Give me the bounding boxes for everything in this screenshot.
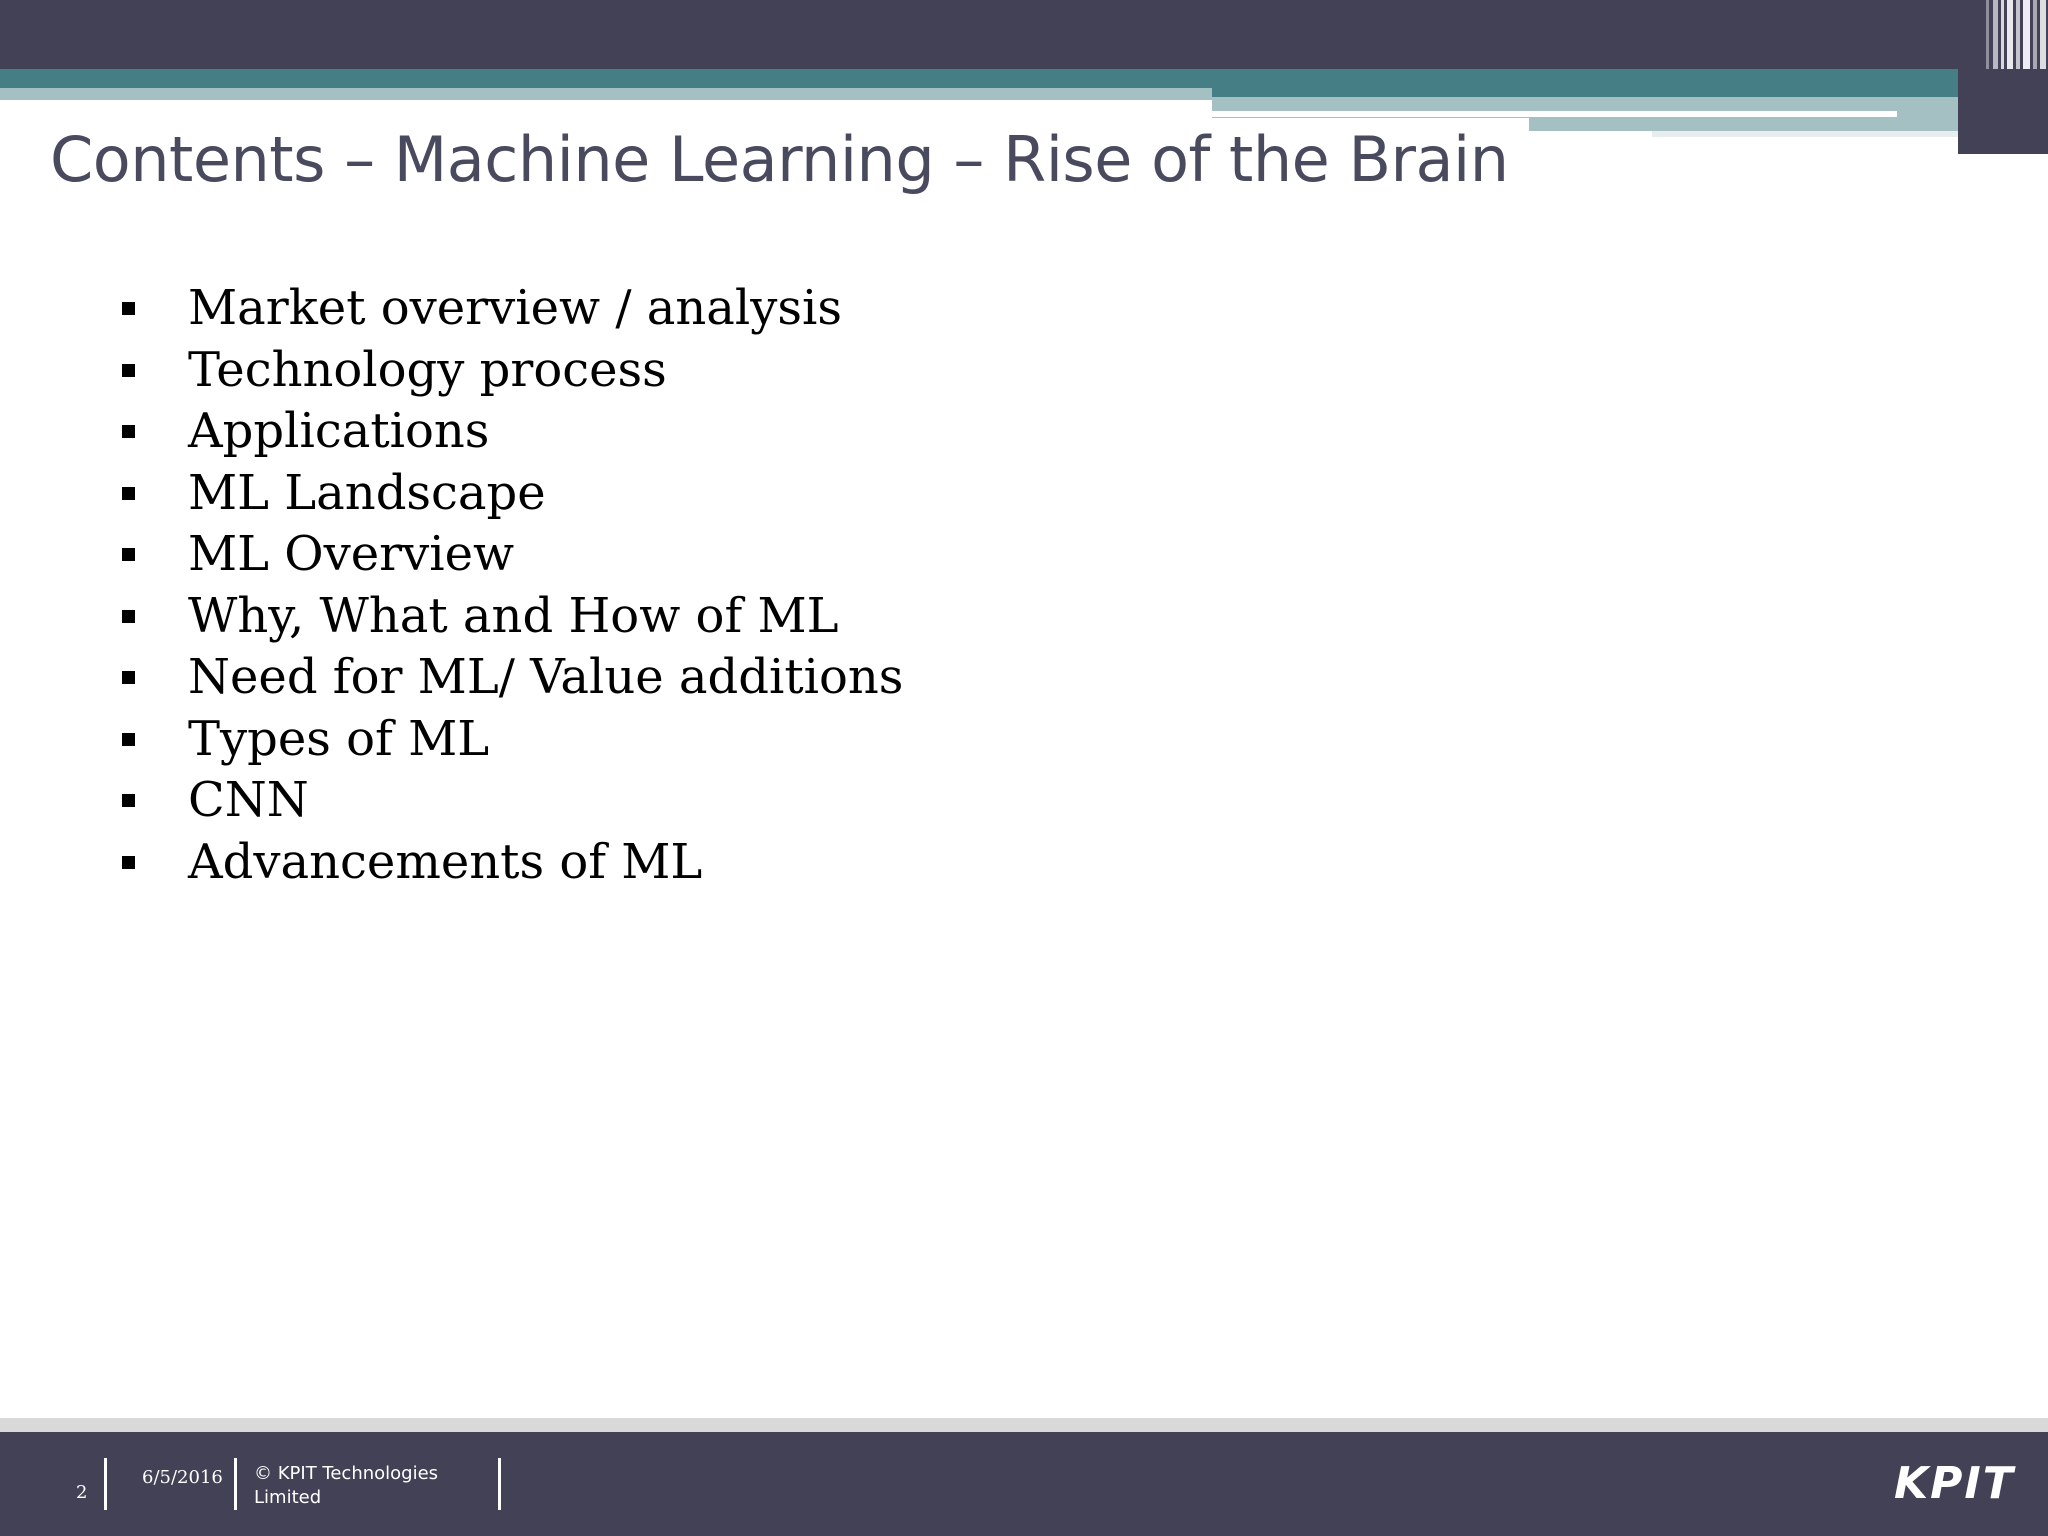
list-item [120, 647, 903, 709]
square-bullet-icon [122, 733, 135, 746]
barcode-decoration [1986, 0, 2048, 69]
list-item [120, 832, 903, 894]
footer-gray-stripe [0, 1418, 2048, 1432]
list-item-text: Types of ML [188, 710, 490, 767]
list-item [120, 524, 903, 586]
list-item-text: CNN [188, 772, 309, 828]
square-bullet-icon [122, 671, 135, 684]
list-item [120, 586, 903, 648]
list-item-text: Market overview / analysis [188, 280, 842, 336]
header-white-strip [0, 100, 1212, 108]
list-item-text: Need for ML/ Value additions [188, 649, 904, 705]
header-corner-block [1958, 69, 2048, 154]
square-bullet-icon [122, 856, 135, 869]
header-band [0, 0, 2048, 69]
list-item [120, 770, 903, 832]
page-number: 2 [76, 1482, 88, 1503]
footer-copyright: © KPIT Technologies Limited [254, 1463, 439, 1508]
list-item [120, 463, 903, 525]
list-item [120, 340, 903, 402]
header-light-stripe [0, 88, 1212, 100]
square-bullet-icon [122, 364, 135, 377]
list-item-text: ML Landscape [188, 464, 546, 521]
square-bullet-icon [122, 425, 135, 438]
footer-divider [104, 1458, 107, 1510]
square-bullet-icon [122, 487, 135, 500]
header-step-line [1212, 111, 1897, 117]
list-item-text: Why, What and How of ML [188, 587, 839, 644]
square-bullet-icon [122, 610, 135, 623]
footer-date: 6/5/2016 [142, 1467, 223, 1488]
square-bullet-icon [122, 548, 135, 561]
list-item [120, 709, 903, 771]
list-item-text: Applications [188, 403, 490, 459]
square-bullet-icon [122, 302, 135, 315]
footer-divider [498, 1458, 501, 1510]
list-item-text: ML Overview [188, 526, 515, 582]
list-item [120, 278, 903, 340]
square-bullet-icon [122, 794, 135, 807]
kpit-logo: KPIT [1894, 1458, 2015, 1509]
slide-title: Contents – Machine Learning – Rise of the Brain [50, 118, 1529, 202]
list-item [120, 401, 903, 463]
list-item-text: Technology process [188, 341, 667, 398]
footer-divider [234, 1458, 237, 1510]
list-item-text: Advancements of ML [188, 833, 703, 890]
header-step-shade [1652, 131, 1958, 137]
contents-list [120, 278, 903, 893]
